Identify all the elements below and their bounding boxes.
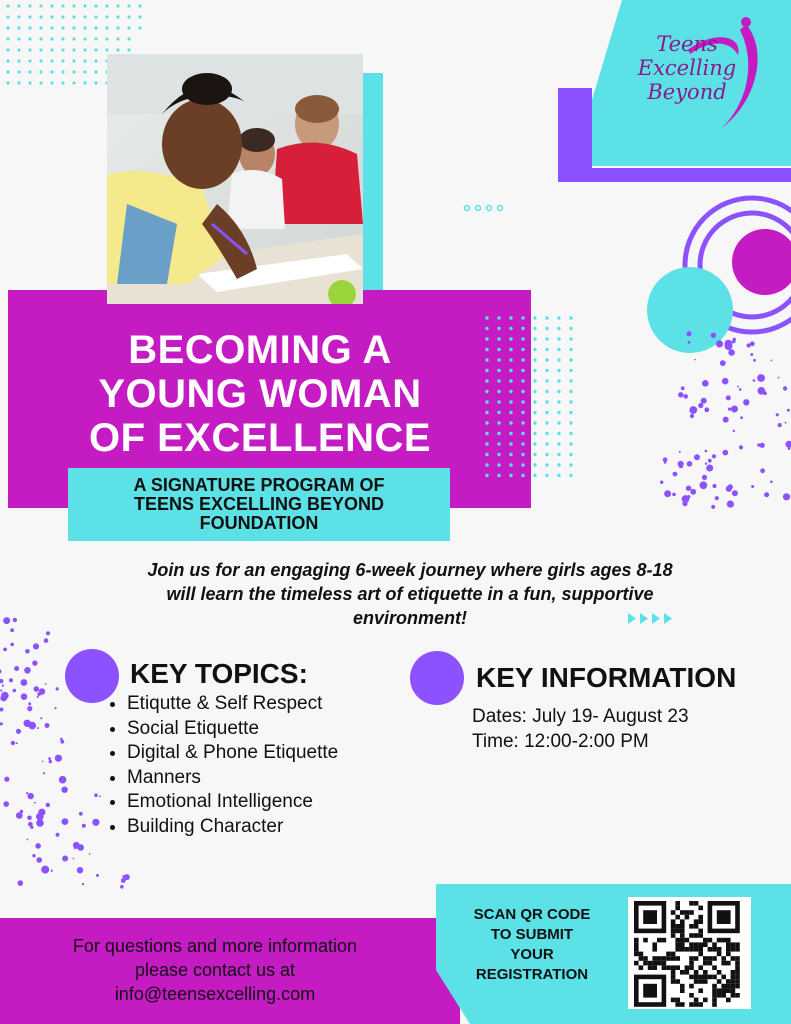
key-info-details	[472, 705, 689, 754]
list-item: • Manners	[127, 766, 387, 791]
dates-text: Dates: July 19- August 23	[472, 706, 689, 727]
logo-line-2: Excelling	[637, 56, 737, 80]
subtitle-line-1: A SIGNATURE PROGRAM OF	[133, 475, 385, 495]
contact-info	[40, 934, 390, 1006]
concentric-rings-decor	[647, 198, 791, 353]
key-info-circle	[410, 651, 464, 705]
list-item: • Etiqutte & Self Respect	[127, 692, 387, 717]
contact-line-1: For questions and more information	[72, 936, 358, 956]
key-info-heading: KEY INFORMATION	[476, 662, 737, 693]
qr-line-4: REGISTRATION	[475, 966, 589, 983]
intro-line-3: environment!	[352, 608, 467, 628]
list-item: • Digital & Phone Etiquette	[127, 741, 387, 766]
qr-line-1: SCAN QR CODE	[473, 906, 591, 923]
list-item: • Building Character	[127, 815, 387, 840]
qr-instructions	[455, 905, 609, 985]
intro-line-1: Join us for an engaging 6-week journey where girls ages 8-18	[147, 560, 673, 580]
qr-code-graphic	[628, 897, 751, 1009]
key-topics-heading: KEY TOPICS:	[130, 658, 308, 689]
subtitle-line-3: FOUNDATION	[199, 513, 319, 533]
intro-line-2: will learn the timeless art of etiquette in a fun, supportive	[166, 584, 654, 604]
logo	[618, 10, 778, 140]
intro-paragraph	[95, 558, 725, 630]
key-topics-list	[105, 692, 387, 839]
title-line-2: YOUNG WOMAN	[98, 372, 422, 416]
logo-text	[632, 32, 742, 104]
list-item: • Emotional Intelligence	[127, 790, 387, 815]
subtitle-banner	[68, 468, 450, 541]
qr-line-3: YOUR	[510, 946, 554, 963]
list-item: • Social Etiquette	[127, 717, 387, 742]
girl-writing-photo	[107, 54, 363, 304]
logo-line-3: Beyond	[647, 80, 727, 104]
title-line-3: OF EXCELLENCE	[88, 416, 432, 460]
contact-email: info@teensexcelling.com	[114, 984, 316, 1004]
page-title	[40, 328, 480, 460]
logo-line-1: Teens	[656, 32, 718, 56]
subtitle-line-2: TEENS EXCELLING BEYOND	[133, 494, 385, 514]
title-line-1: BECOMING A	[128, 328, 392, 372]
contact-line-2: please contact us at	[134, 960, 296, 980]
qr-line-2: TO SUBMIT	[490, 926, 574, 943]
small-ring-dots	[465, 206, 503, 211]
qr-code-icon[interactable]	[628, 897, 751, 1009]
purple-bar-top-right	[558, 88, 592, 168]
time-text: Time: 12:00-2:00 PM	[472, 730, 649, 752]
